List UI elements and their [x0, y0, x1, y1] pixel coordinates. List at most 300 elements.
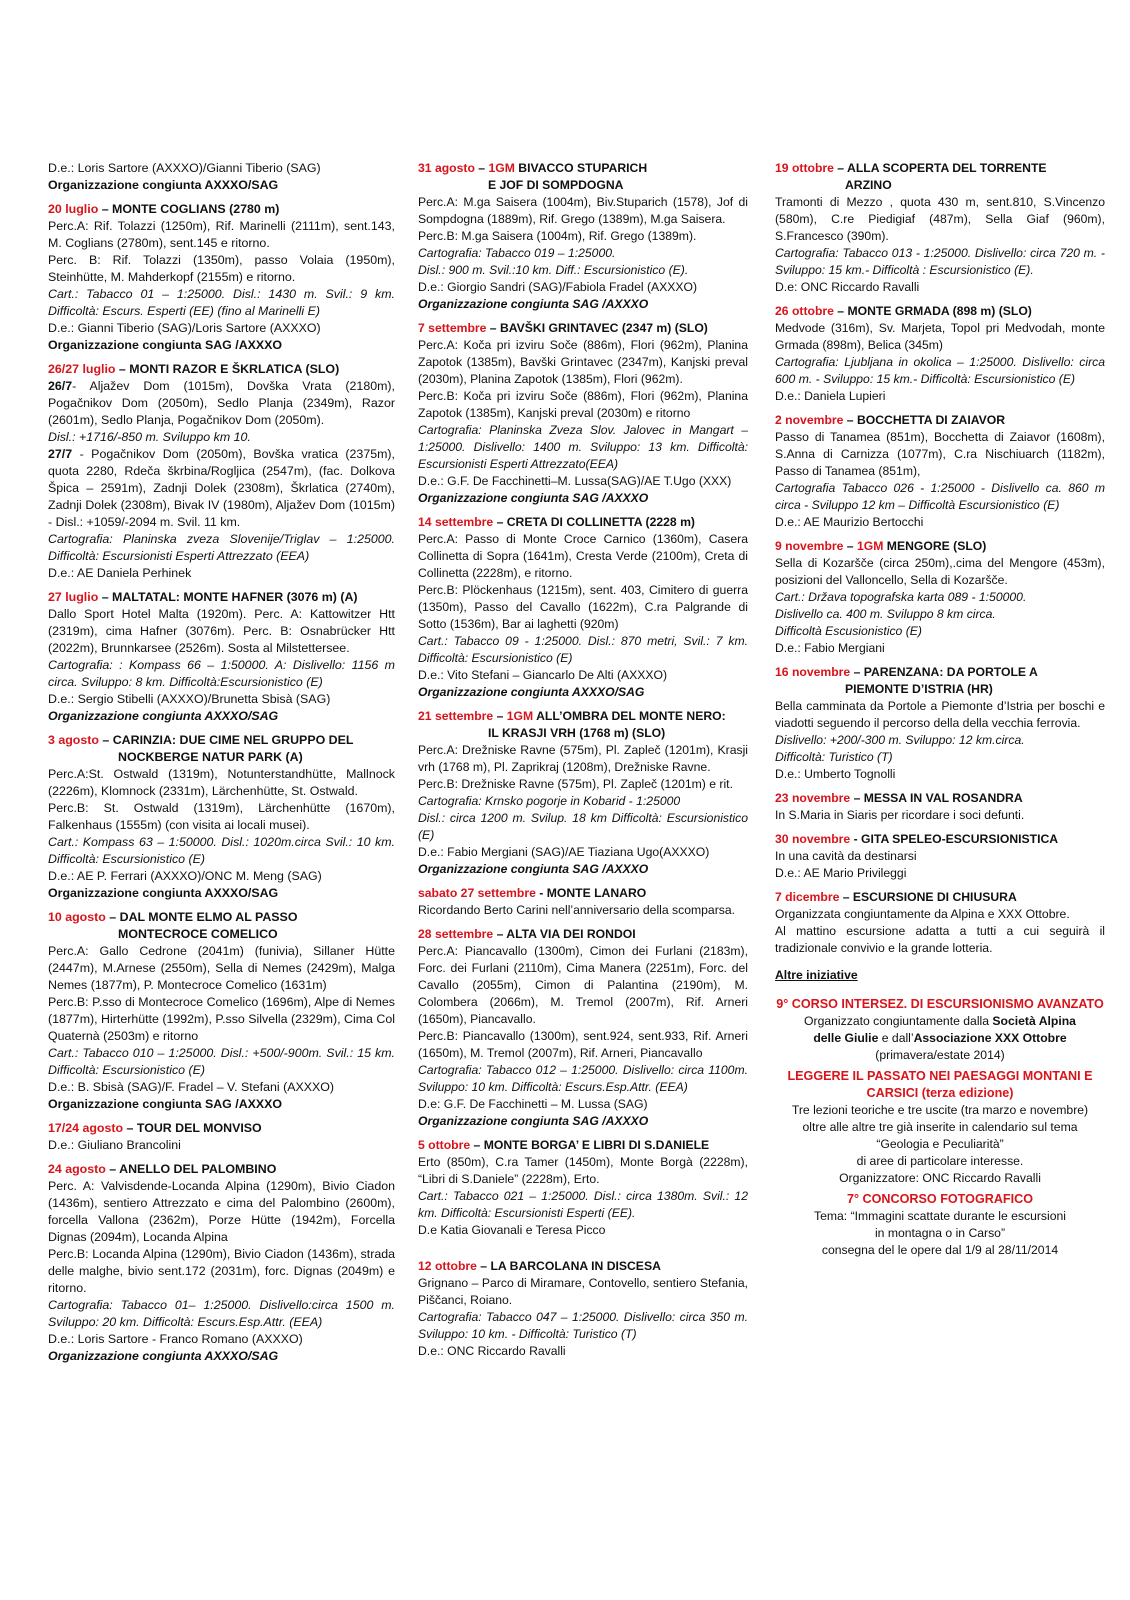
line-text: – DAL MONTE ELMO AL PASSO: [105, 910, 298, 924]
event-entry: [775, 412, 1105, 531]
line-text: Organizzazione congiunta AXXXO/SAG: [48, 709, 279, 723]
line-text: D.e: G.F. De Facchinetti – M. Lussa (SAG): [418, 1097, 648, 1111]
event-line: [418, 902, 748, 919]
line-text: D.e.: AE Mario Privileggi: [775, 866, 907, 880]
line-text: Cartografia Tabacco 026 - 1:25000 - Dislivello ca. 860 m circa - Sviluppo 12 km – Difficoltà Escursionistico (E): [775, 481, 1105, 512]
event-title: [48, 1161, 395, 1178]
line-text: Cartografia: Tabacco 047 – 1:25000. Dislivello: circa 350 m. Sviluppo: 10 km. - Difficoltà: Turistico (T): [418, 1310, 748, 1341]
event-title: [418, 708, 748, 725]
event-title: [48, 361, 395, 378]
event-line: [418, 725, 748, 742]
event-date: 28 settembre: [418, 927, 494, 941]
line-text: Organizzazione congiunta SAG /AXXXO: [48, 338, 283, 352]
event-line: [48, 943, 395, 994]
initiative-block: [775, 996, 1105, 1064]
line-text: “Geologia e Peculiarità”: [876, 1137, 1004, 1151]
line-text: Al mattino escursione adatta a tutti a cui seguirà il tradizionale convivio e la grande lotteria.: [775, 924, 1105, 955]
initiative-block: [775, 1068, 1105, 1187]
event-title: [418, 926, 748, 943]
line-text: Cart.: Država topografska karta 089 - 1:50000.: [775, 590, 1027, 604]
line-text: Perc.A: Piancavallo (1300m), Cimon dei Furlani (2183m), Forc. dei Furlani (2110m), Cima Manera (2251m), Forc. del Cavallo (2055m), Cimon di Palantina (2190m), M. Colombera (2066m), M. Tremol (2007m), Rif. Arneri (1650m), Piancavallo.: [418, 944, 748, 1026]
gm-badge: 1GM: [506, 709, 534, 723]
event-title: [775, 538, 1105, 555]
initiative-line: [775, 1102, 1105, 1119]
line-text: Passo di Tanamea (851m), Bocchetta di Zaiavor (1608m), S.Anna di Carnizza (1077m), C.ra Nischiuarch (1182m), Passo di Tanamea (851m),: [775, 430, 1105, 478]
line-text: Cartografia: Tabacco 01– 1:25000. Dislivello:circa 1500 m. Sviluppo: 20 km. Difficoltà: Escurs.Esp.Attr. (EEA): [48, 1298, 395, 1329]
line-text: D.e.: Loris Sartore (AXXXO)/Gianni Tiberio (SAG): [48, 161, 321, 175]
line-text: – ESCURSIONE DI CHIUSURA: [839, 890, 1017, 904]
initiative-title: LEGGERE IL PASSATO NEI PAESAGGI MONTANI E CARSICI (terza edizione): [787, 1069, 1093, 1100]
event-entry: [418, 514, 748, 701]
spacer: [418, 1246, 748, 1258]
line-text: – CARINZIA: DUE CIME NEL GRUPPO DEL: [98, 733, 354, 747]
event-line: [418, 684, 748, 701]
line-text: - MONTE LANARO: [535, 886, 647, 900]
line-text: PIEMONTE D’ISTRIA (HR): [845, 682, 993, 696]
event-line: [418, 1113, 748, 1130]
event-line: [48, 691, 395, 708]
event-entry: [48, 909, 395, 1113]
event-line: [48, 218, 395, 252]
event-date: 21 settembre: [418, 709, 494, 723]
event-line: [775, 606, 1105, 623]
event-line: [48, 766, 395, 800]
line-text: Organizzata congiuntamente da Alpina e XXX Ottobre.: [775, 907, 1070, 921]
event-line: [775, 177, 1105, 194]
event-line: [418, 1188, 748, 1222]
event-line: [418, 262, 748, 279]
event-line: [775, 429, 1105, 480]
column-3: [775, 160, 1105, 1372]
event-entry: [418, 320, 748, 507]
line-text: Disl.: 900 m. Svil.:10 km. Diff.: Escursionistico (E).: [418, 263, 689, 277]
event-title: [48, 589, 395, 606]
event-line: [48, 1348, 395, 1365]
event-date: 9 novembre: [775, 539, 844, 553]
event-date: 14 settembre: [418, 515, 494, 529]
line-text: Cartografia: Tabacco 013 - 1:25000. Dislivello: circa 720 m. - Sviluppo: 15 km.- Difficoltà : Escursionistico (E).: [775, 246, 1105, 277]
event-line: [48, 1297, 395, 1331]
event-line: [418, 1275, 748, 1309]
event-date: 31 agosto: [418, 161, 475, 175]
line-text: –: [474, 161, 489, 175]
event-entry: [775, 889, 1105, 957]
initiative-line: [775, 1208, 1105, 1225]
initiative-line: [775, 1153, 1105, 1170]
event-line: [48, 429, 395, 446]
event-line: [775, 640, 1105, 657]
event-line: [418, 473, 748, 490]
initiative-line: [775, 1047, 1105, 1064]
line-text: Perc.A: Koča pri izviru Soče (886m), Flori (962m), Planina Zapotok (1385m), Bavški Grintavec (2347m), Kanjski preval (2030m), Planina Zapotok (1385m), Flori (962m).: [418, 338, 748, 386]
line-text: – MESSA IN VAL ROSANDRA: [850, 791, 1023, 805]
event-date: 5 ottobre: [418, 1138, 471, 1152]
event-line: [775, 681, 1105, 698]
event-date: 10 agosto: [48, 910, 106, 924]
line-text: Organizzato congiuntamente dalla: [804, 1014, 993, 1028]
event-entry: [418, 926, 748, 1130]
line-text: Perc.B: Plöckenhaus (1215m), sent. 403, Cimitero di guerra (1350m), Passo del Cavallo (1622m), C.ra Palgrande di Sotto (1536m), Bar ai laghetti (920m): [418, 583, 748, 631]
event-line: [418, 422, 748, 473]
line-text: – MONTI RAZOR E ŠKRLATICA (SLO): [115, 362, 340, 376]
initiative-line: [775, 1013, 1105, 1030]
event-entry: [775, 160, 1105, 296]
event-line: [775, 848, 1105, 865]
initiative-line: [775, 1242, 1105, 1259]
line-text: Organizzazione congiunta AXXXO/SAG: [48, 178, 279, 192]
line-text: Perc.B: Koča pri izviru Soče (886m), Flori (962m), Planina Zapotok (1385m), Kanjski preval (2030m) e ritorno: [418, 389, 748, 420]
initiative-line: [775, 1170, 1105, 1187]
line-text: oltre alle altre tre già inserite in calendario sul tema: [802, 1120, 1078, 1134]
line-text: Perc.B: St. Ostwald (1319m), Lärchenhütte (1670m), Falkenhaus (1555m) (con visita ai locali musei).: [48, 801, 395, 832]
event-date: 3 agosto: [48, 733, 99, 747]
line-text: D.e.: Daniela Lupieri: [775, 389, 886, 403]
event-line: [775, 245, 1105, 279]
event-title: [418, 885, 748, 902]
event-title: [418, 1258, 748, 1275]
line-text: D.e.: AE Maurizio Bertocchi: [775, 515, 924, 529]
event-line: [418, 279, 748, 296]
event-entry: [48, 160, 395, 194]
line-text: Organizzatore: ONC Riccardo Ravalli: [839, 1171, 1041, 1185]
altre-iniziative-blocks: [775, 996, 1105, 1259]
column-1: [48, 160, 395, 1372]
line-text: Dislivello: +200/-300 m. Sviluppo: 12 km.circa.: [775, 733, 1025, 747]
event-line: [48, 565, 395, 582]
line-text: Perc.B: Locanda Alpina (1290m), Bivio Ciadon (1436m), strada delle malghe, bivio sent.172 (2031m), forc. Dignas (2049m) e ritorno.: [48, 1247, 395, 1295]
line-text: Cartografia: Tabacco 012 – 1:25000. Dislivello: circa 1100m. Sviluppo: 10 km. Difficoltà: Escurs.Esp.Attr. (EEA): [418, 1063, 748, 1094]
line-text: Perc. B: Rif. Tolazzi (1350m), passo Volaia (1950m), Steinhütte, M. Mahderkopf (2155m) e ritorno.: [48, 253, 395, 284]
line-text: Perc.A: Passo di Monte Croce Carnico (1360m), Casera Collinetta di Sopra (1641m), Cresta Verde (2100m), Creta di Collinetta (2228m), e ritorno.: [418, 532, 748, 580]
line-text: D.e.: Gianni Tiberio (SAG)/Loris Sartore (AXXXO): [48, 321, 321, 335]
event-title: [775, 412, 1105, 429]
event-line: [418, 228, 748, 245]
event-line: [775, 194, 1105, 245]
event-title: [48, 1120, 395, 1137]
event-line: [418, 388, 748, 422]
line-text: In una cavità da destinarsi: [775, 849, 917, 863]
line-text: Organizzazione congiunta SAG /AXXXO: [48, 1097, 283, 1111]
line-text: Tramonti di Mezzo , quota 430 m, sent.810, S.Vincenzo (580m), C.re Piedigiaf (487m), Sella Giaf (960m), S.Francesco (390m).: [775, 195, 1105, 243]
event-line: [418, 1154, 748, 1188]
line-text: Cart.: Tabacco 09 - 1:25000. Disl.: 870 metri, Svil.: 7 km. Difficoltà: Escursionistico (E): [418, 634, 748, 665]
event-line: [48, 160, 395, 177]
line-text: – LA BARCOLANA IN DISCESA: [476, 1259, 661, 1273]
line-text: Cart.: Tabacco 01 – 1:25000. Disl.: 1430 m. Svil.: 9 km. Difficoltà: Escurs. Esperti (EE) (fino al Marinelli E): [48, 287, 395, 318]
line-text: ARZINO: [845, 178, 892, 192]
event-entry: [775, 831, 1105, 882]
event-line: [418, 177, 748, 194]
event-entry: [418, 1137, 748, 1239]
org-name: delle Giulie: [813, 1031, 879, 1045]
event-entry: [418, 1258, 748, 1360]
event-line: [48, 446, 395, 531]
line-text: BIVACCO STUPARICH: [514, 161, 648, 175]
line-text: Organizzazione congiunta AXXXO/SAG: [48, 886, 279, 900]
line-text: Perc.A: Rif. Tolazzi (1250m), Rif. Marinelli (2111m), sent.143, M. Coglians (2780m), sent.145 e ritorno.: [48, 219, 395, 250]
line-text: E JOF DI SOMPDOGNA: [488, 178, 624, 192]
event-line: [775, 698, 1105, 732]
line-text: D.e: ONC Riccardo Ravalli: [775, 280, 920, 294]
line-text: Erto (850m), C.ra Tamer (1450m), Monte Borgà (2228m), “Libri di S.Daniele” (2228m), Erto.: [418, 1155, 748, 1186]
line-text: – MONTE COGLIANS (2780 m): [98, 202, 280, 216]
line-text: Cart.: Tabacco 021 – 1:25000. Disl.: circa 1380m. Svil.: 12 km. Difficoltà: Escursionisti Esperti (EE).: [418, 1189, 748, 1220]
event-title: [775, 303, 1105, 320]
line-text: – ALLA SCOPERTA DEL TORRENTE: [833, 161, 1047, 175]
event-line: [48, 926, 395, 943]
initiative-block: [775, 1191, 1105, 1259]
event-entry: [48, 1161, 395, 1365]
event-entry: [775, 538, 1105, 657]
line-text: – MONTE GRMADA (898 m) (SLO): [833, 304, 1032, 318]
event-date: 20 luglio: [48, 202, 99, 216]
column-3-entries: [775, 160, 1105, 957]
line-text: Cartografia: Planinska Zveza Slov. Jalovec in Mangart – 1:25000. Dislivello: 1400 m. Sviluppo: 13 km. Difficoltà: Escursionisti Esperti Attrezzato(EEA): [418, 423, 748, 471]
gm-badge: 1GM: [856, 539, 884, 553]
line-text: D.e.: AE P. Ferrari (AXXXO)/ONC M. Meng (SAG): [48, 869, 322, 883]
event-line: [775, 865, 1105, 882]
event-title: [418, 514, 748, 531]
event-line: [48, 800, 395, 834]
event-line: [48, 1331, 395, 1348]
line-text: in montagna o in Carso”: [874, 1226, 1006, 1240]
line-text: – PARENZANA: DA PORTOLE A: [850, 665, 1038, 679]
event-line: [48, 749, 395, 766]
line-text: – MONTE BORGA’ E LIBRI DI S.DANIELE: [470, 1138, 710, 1152]
event-line: [775, 766, 1105, 783]
event-line: [48, 320, 395, 337]
event-line: [418, 943, 748, 1028]
event-line: [48, 1096, 395, 1113]
line-text: In S.Maria in Siaris per ricordare i soci defunti.: [775, 808, 1025, 822]
event-line: [418, 1309, 748, 1343]
event-title: [775, 664, 1105, 681]
event-line: [48, 834, 395, 868]
line-text: Disl.: +1716/-850 m. Sviluppo km 10.: [48, 430, 251, 444]
line-text: Difficoltà: Turistico (T): [775, 750, 893, 764]
line-text: D.e.: Giorgio Sandri (SAG)/Fabiola Fradel (AXXXO): [418, 280, 698, 294]
event-line: [775, 906, 1105, 923]
event-line: [418, 194, 748, 228]
event-entry: [775, 790, 1105, 824]
event-line: [418, 1062, 748, 1096]
event-date: 23 novembre: [775, 791, 851, 805]
event-line: [775, 514, 1105, 531]
line-text: D.e.: Fabio Mergiani (SAG)/AE Tiaziana Ugo(AXXXO): [418, 845, 710, 859]
line-text: – ALTA VIA DEI RONDOI: [493, 927, 636, 941]
event-line: [48, 606, 395, 657]
line-text: Perc.B: M.ga Saisera (1004m), Rif. Grego (1389m).: [418, 229, 697, 243]
event-title: [418, 160, 748, 177]
line-text: Organizzazione congiunta SAG /AXXXO: [418, 862, 649, 876]
event-title: [775, 889, 1105, 906]
line-text: Tema: “Immagini scattate durante le escursioni: [814, 1209, 1066, 1223]
line-text: – ANELLO DEL PALOMBINO: [105, 1162, 277, 1176]
event-title: [775, 831, 1105, 848]
event-date: 27 luglio: [48, 590, 99, 604]
line-text: Perc.A: M.ga Saisera (1004m), Biv.Stuparich (1578), Jof di Sompdogna (1889m), Rif. Grego (1389m), M.ga Saisera.: [418, 195, 748, 226]
line-text: – BAVŠKI GRINTAVEC (2347 m) (SLO): [486, 321, 708, 335]
line-text: Perc.B: Drežniske Ravne (575m), Pl. Zapleč (1201m) e rit.: [418, 777, 733, 791]
event-line: [418, 810, 748, 844]
event-line: [418, 531, 748, 582]
event-line: [775, 732, 1105, 749]
initiative-line: [775, 1225, 1105, 1242]
event-title: [775, 790, 1105, 807]
line-text: Cartografia: Tabacco 019 – 1:25000.: [418, 246, 616, 260]
line-text: –: [493, 709, 507, 723]
event-line: [418, 337, 748, 388]
line-text: D.e.: Loris Sartore - Franco Romano (AXXXO): [48, 1332, 303, 1346]
event-line: [418, 844, 748, 861]
event-title: [418, 1137, 748, 1154]
event-entry: [418, 708, 748, 878]
line-text: – BOCCHETTA DI ZAIAVOR: [843, 413, 1006, 427]
event-line: [418, 861, 748, 878]
line-text: Perc.B: P.sso di Montecroce Comelico (1696m), Alpe di Nemes (1877m), Hirterhütte (1992m), P.sso Silvella (2329m), Cima Col Quaternà (2503m) e ritorno: [48, 995, 395, 1043]
initiative-line: [775, 1119, 1105, 1136]
event-date: 24 agosto: [48, 1162, 106, 1176]
line-text: Dallo Sport Hotel Malta (1920m). Perc. A: Kattowitzer Htt (2319m), cima Hafner (3076m). Perc. B: Osnabrücker Htt (2022m), Brunnkarsee (2526m). Sosta al Milstettersee.: [48, 607, 395, 655]
event-entry: [418, 160, 748, 313]
line-text: Perc.A:St. Ostwald (1319m), Notunterstandhütte, Mallnock (2226m), Klomnock (2331m), Lärchenhütte, St. Ostwald.: [48, 767, 395, 798]
event-date: 26 ottobre: [775, 304, 834, 318]
event-line: [48, 378, 395, 429]
event-line: [48, 252, 395, 286]
column-2: [418, 160, 748, 1372]
event-entry: [775, 664, 1105, 783]
line-text: Perc.A: Drežniske Ravne (575m), Pl. Zapleč (1201m), Krasji vrh (1768 m), Pl. Zaprikraj (1208m), Drežniske Ravne.: [418, 743, 748, 774]
event-line: [418, 742, 748, 776]
event-title: [48, 201, 395, 218]
line-text: MENGORE (SLO): [883, 539, 987, 553]
line-text: Perc. A: Valvisdende-Locanda Alpina (1290m), Bivio Ciadon (1436m), sentiero Attrezzato e cima del Palombino (2600m), forcella Vallona (2362m), Porze Hütte (1942m), Forcella Dignas (2094m), Locanda Alpina: [48, 1179, 395, 1244]
event-line: [48, 708, 395, 725]
line-text: MONTECROCE COMELICO: [118, 927, 278, 941]
event-line: [48, 286, 395, 320]
initiative-title: 9° CORSO INTERSEZ. DI ESCURSIONISMO AVANZATO: [776, 997, 1104, 1011]
event-line: [418, 1096, 748, 1113]
event-line: [48, 868, 395, 885]
event-line: [48, 1079, 395, 1096]
calendar-columns: [48, 160, 1118, 1372]
day-label: 26/7: [48, 379, 73, 393]
event-date: sabato 27 settembre: [418, 886, 536, 900]
event-date: 17/24 agosto: [48, 1121, 124, 1135]
line-text: D.e.: Umberto Tognolli: [775, 767, 896, 781]
org-name: Associazione XXX Ottobre: [913, 1031, 1067, 1045]
line-text: Organizzazione congiunta AXXXO/SAG: [418, 685, 645, 699]
event-line: [775, 623, 1105, 640]
event-line: [48, 1137, 395, 1154]
event-line: [418, 776, 748, 793]
event-line: [418, 1343, 748, 1360]
event-line: [775, 589, 1105, 606]
altre-iniziative-title: Altre iniziative: [775, 968, 858, 982]
line-text: – TOUR DEL MONVISO: [123, 1121, 262, 1135]
event-date: 7 settembre: [418, 321, 487, 335]
line-text: Ricordando Berto Carini nell’anniversario della scomparsa.: [418, 903, 736, 917]
event-entry: [48, 732, 395, 902]
line-text: - Aljažev Dom (1015m), Dovška Vrata (2180m), Pogačnikov Dom (2050m), Sedlo Planja (2349m), Razor (2601m), Sedlo Planja, Pogačnikov Dom (2050m).: [48, 379, 395, 427]
line-text: Organizzazione congiunta AXXXO/SAG: [48, 1349, 279, 1363]
line-text: consegna del le opere dal 1/9 al 28/11/2014: [821, 1243, 1059, 1257]
event-line: [48, 994, 395, 1045]
event-line: [418, 296, 748, 313]
event-entry: [418, 885, 748, 919]
event-line: [775, 807, 1105, 824]
event-entry: [48, 1120, 395, 1154]
event-entry: [48, 201, 395, 354]
line-text: Sella di Kozaršče (circa 250m),.cima del Mengore (453m), posizioni del Valloncello, Sella di Kozaršče.: [775, 556, 1105, 587]
event-title: [48, 909, 395, 926]
line-text: Difficoltà Escusionistico (E): [775, 624, 922, 638]
initiative-line: [775, 1136, 1105, 1153]
event-line: [48, 657, 395, 691]
line-text: D.e.: Fabio Mergiani: [775, 641, 885, 655]
initiative-line: [775, 1030, 1105, 1047]
event-line: [48, 1045, 395, 1079]
event-line: [775, 279, 1105, 296]
line-text: ALL’OMBRA DEL MONTE NERO:: [533, 709, 726, 723]
event-line: [418, 245, 748, 262]
event-line: [418, 1028, 748, 1062]
line-text: Perc.B: Piancavallo (1300m), sent.924, sent.933, Rif. Arneri (1650m), M. Tremol (2007m), Rif. Arneri, Piancavallo: [418, 1029, 748, 1060]
line-text: D.e Katia Giovanali e Teresa Picco: [418, 1223, 606, 1237]
line-text: Grignano – Parco di Miramare, Contovello, sentiero Stefania, Piščanci, Roiano.: [418, 1276, 748, 1307]
event-line: [418, 667, 748, 684]
line-text: (primavera/estate 2014): [875, 1048, 1005, 1062]
line-text: NOCKBERGE NATUR PARK (A): [118, 750, 303, 764]
line-text: Medvode (316m), Sv. Marjeta, Topol pri Medvodah, monte Grmada (898m), Belica (345m): [775, 321, 1105, 352]
event-date: 26/27 luglio: [48, 362, 116, 376]
line-text: –: [843, 539, 857, 553]
gm-badge: 1GM: [488, 161, 515, 175]
event-entry: [775, 303, 1105, 405]
initiative-title: 7° CONCORSO FOTOGRAFICO: [846, 1192, 1034, 1206]
event-line: [48, 885, 395, 902]
event-date: 19 ottobre: [775, 161, 834, 175]
line-text: Cartografia: Planinska zveza Slovenije/Triglav – 1:25000. Difficoltà: Escursionisti Esperti Attrezzato (EEA): [48, 532, 395, 563]
line-text: e dall’: [878, 1031, 914, 1045]
org-name: Società Alpina: [992, 1014, 1076, 1028]
line-text: Tre lezioni teoriche e tre uscite (tra marzo e novembre): [791, 1103, 1089, 1117]
event-line: [775, 480, 1105, 514]
line-text: Cartografia: Krnsko pogorje in Kobarid - 1:25000: [418, 794, 681, 808]
line-text: D.e.: B. Sbisà (SAG)/F. Fradel – V. Stefani (AXXXO): [48, 1080, 335, 1094]
line-text: D.e.: ONC Riccardo Ravalli: [418, 1344, 566, 1358]
line-text: Bella camminata da Portole a Piemonte d’Istria per boschi e viadotti seguendo il percorso della della vecchia ferrovia.: [775, 699, 1105, 730]
line-text: di aree di particolare interesse.: [856, 1154, 1024, 1168]
line-text: Cartografia: : Kompass 66 – 1:50000. A: Dislivello: 1156 m circa. Sviluppo: 8 km. Difficoltà:Escursionistico (E): [48, 658, 395, 689]
event-line: [775, 354, 1105, 388]
event-line: [418, 490, 748, 507]
event-line: [418, 633, 748, 667]
line-text: Cart.: Kompass 63 – 1:50000. Disl.: 1020m.circa Svil.: 10 km. Difficoltà: Escursionistico (E): [48, 835, 395, 866]
event-entry: [48, 361, 395, 582]
event-date: 12 ottobre: [418, 1259, 477, 1273]
event-title: [775, 160, 1105, 177]
event-line: [775, 749, 1105, 766]
line-text: Cartografia: Ljubljana in okolica – 1:25000. Dislivello: circa 600 m. - Sviluppo: 15 km.- Difficoltà: Escursionistico (E): [775, 355, 1105, 386]
event-entry: [48, 589, 395, 725]
event-line: [48, 337, 395, 354]
event-date: 30 novembre: [775, 832, 851, 846]
line-text: Organizzazione congiunta SAG /AXXXO: [418, 491, 649, 505]
line-text: Cart.: Tabacco 010 – 1:25000. Disl.: +500/-900m. Svil.: 15 km. Difficoltà: Escursionistico (E): [48, 1046, 395, 1077]
event-line: [418, 1222, 748, 1239]
event-line: [48, 531, 395, 565]
